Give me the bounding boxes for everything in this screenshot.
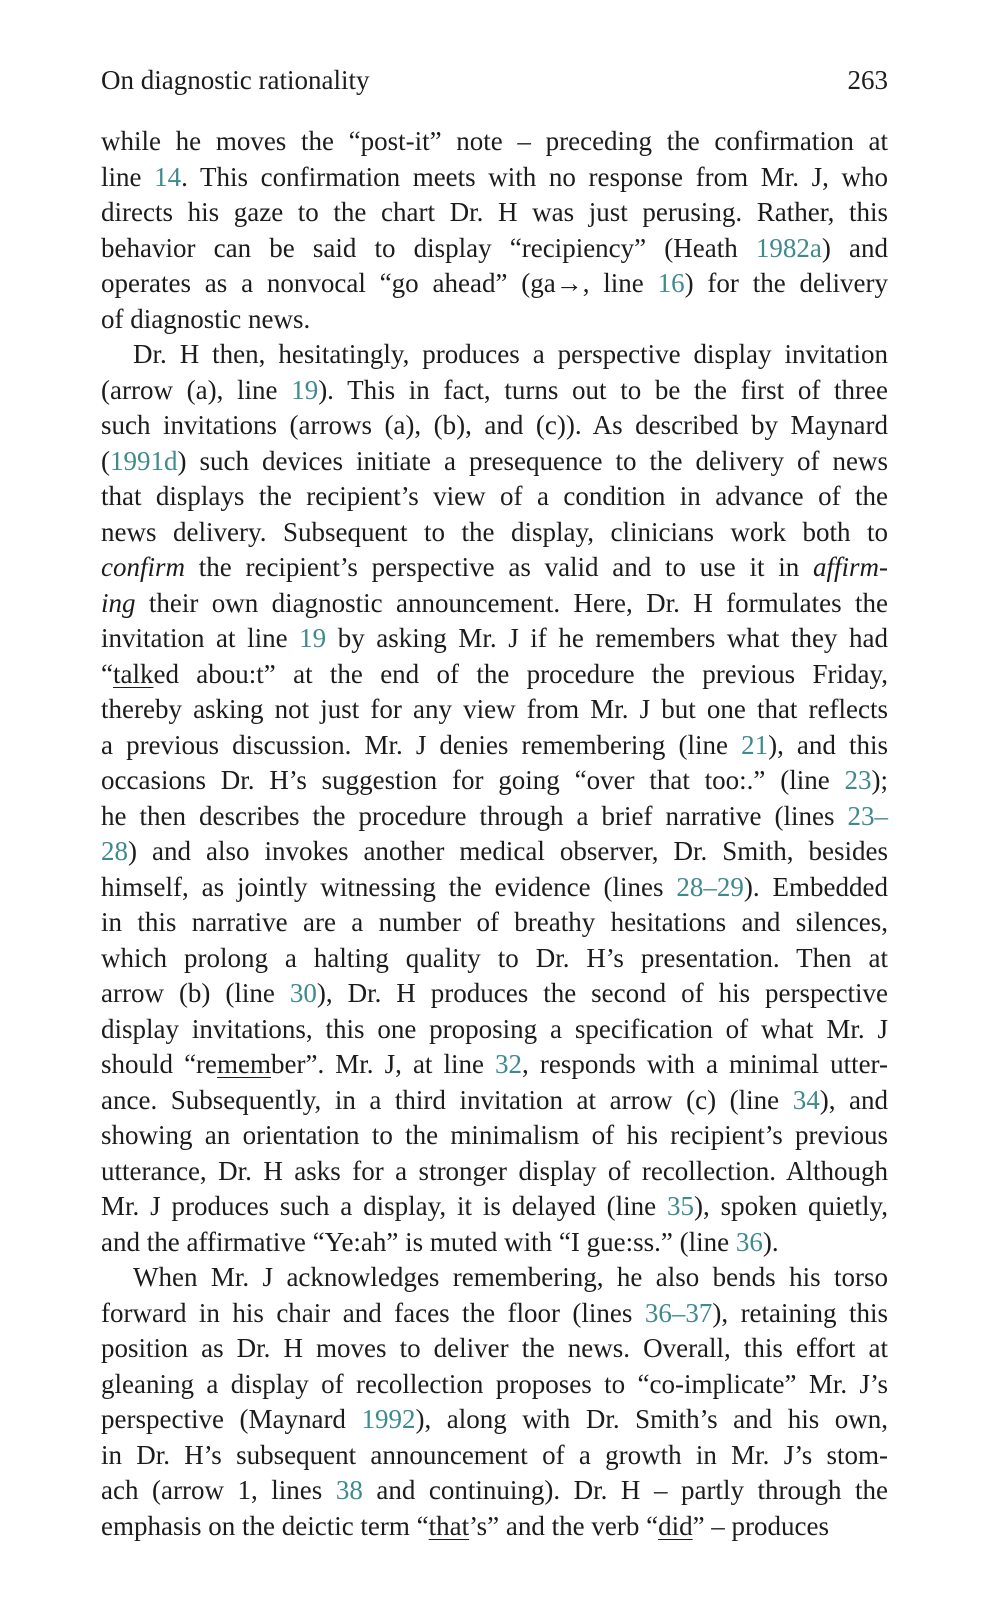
text-run: utterance, Dr. H asks for a stronger display of recollection. Although <box>101 1155 888 1186</box>
text-run: arrow (b) (line <box>101 978 290 1008</box>
text-line <box>101 1047 888 1083</box>
text-line <box>101 550 888 586</box>
stressed-word: that <box>428 1510 470 1541</box>
text-line <box>101 976 888 1012</box>
text-line <box>101 1083 888 1119</box>
text-run: ance. Subsequently, in a third invitation at arrow (c) (line <box>101 1084 793 1115</box>
text-line <box>101 692 888 728</box>
body-text <box>101 124 888 1544</box>
line-reference-link[interactable]: 21 <box>741 729 769 760</box>
text-run: himself, as jointly witnessing the evidence (lines <box>101 871 677 902</box>
text-line <box>101 728 888 764</box>
text-run: that displays the recipient’s view of a condition in advance of the <box>101 481 888 511</box>
text-run: the recipient’s perspective as valid and to use it in <box>185 552 813 582</box>
text-line <box>101 1260 888 1296</box>
text-run: while he moves the “post-it” note – preceding the confirmation at <box>101 126 888 156</box>
text-run: ). This in fact, turns out to be the first of three <box>318 374 888 405</box>
text-run: and the affirmative “Ye:ah” is muted with “I gue:ss.” (line <box>101 1226 736 1257</box>
text-line <box>101 905 888 941</box>
text-run: such invitations (arrows (a), (b), and (c)). As described by Maynard <box>101 410 888 440</box>
text-run: ach (arrow 1, lines <box>101 1475 336 1505</box>
line-reference-link[interactable]: 19 <box>291 374 319 405</box>
italic-word: ing <box>101 587 136 618</box>
text-run: ); <box>871 765 888 795</box>
text-line <box>101 515 888 551</box>
text-line <box>101 1225 888 1261</box>
line-reference-link[interactable]: 1991d <box>110 445 178 476</box>
paragraph <box>101 337 888 1260</box>
text-run: ). Embedded <box>743 871 889 902</box>
stressed-word: talk <box>112 658 154 689</box>
text-line <box>101 160 888 196</box>
text-run: ’s” and the verb “ <box>469 1510 659 1541</box>
line-reference-link[interactable]: 28 <box>101 836 128 866</box>
text-run: directs his gaze to the chart Dr. H was just perusing. Rather, this <box>101 197 888 227</box>
stressed-word: mem <box>217 1049 272 1079</box>
text-run: of diagnostic news. <box>101 303 311 334</box>
text-run: news delivery. Subsequent to the display, clinicians work both to <box>101 516 888 547</box>
text-line <box>101 266 888 302</box>
text-run: which prolong a halting quality to Dr. H’s presentation. Then at <box>101 942 888 973</box>
text-line <box>101 799 888 835</box>
text-line <box>101 870 888 906</box>
text-run: ) and <box>821 232 888 263</box>
text-line <box>101 444 888 480</box>
text-line <box>101 337 888 373</box>
text-run: Dr. H then, hesitatingly, produces a perspective display invitation <box>133 339 888 369</box>
text-line <box>101 1367 888 1403</box>
text-run: their own diagnostic announcement. Here, Dr. H formulates the <box>135 587 888 618</box>
text-run: ) and also invokes another medical observer, Dr. Smith, besides <box>128 836 888 866</box>
text-run: he then describes the procedure through a brief narrative (lines <box>101 800 848 831</box>
text-run: forward in his chair and faces the floor (lines <box>101 1297 645 1328</box>
text-line <box>101 1402 888 1438</box>
text-run: display invitations, this one proposing a specification of what Mr. J <box>101 1013 888 1044</box>
stressed-word: did <box>658 1510 693 1541</box>
text-line <box>101 1012 888 1048</box>
text-run: emphasis on the deictic term “ <box>101 1510 429 1541</box>
line-reference-link[interactable]: 19 <box>299 623 327 653</box>
line-reference-link[interactable]: 14 <box>154 161 182 192</box>
text-run: , responds with a minimal utter- <box>522 1049 888 1079</box>
line-reference-link[interactable]: 35 <box>667 1191 694 1221</box>
line-reference-link[interactable]: 36 <box>735 1226 763 1257</box>
line-reference-link[interactable]: 36–37 <box>644 1297 713 1328</box>
text-line <box>101 1438 888 1474</box>
text-line <box>101 1473 888 1509</box>
text-run: ber”. Mr. J, at line <box>271 1049 496 1079</box>
text-run: ) for the delivery <box>684 268 888 298</box>
text-run: (arrow (a), line <box>101 374 292 405</box>
running-title: On diagnostic rationality <box>101 65 370 95</box>
text-line <box>101 373 888 409</box>
line-reference-link[interactable]: 23 <box>844 765 872 795</box>
text-run: occasions Dr. H’s suggestion for going “over that too:.” (line <box>101 765 845 795</box>
text-line <box>101 479 888 515</box>
text-run: by asking Mr. J if he remembers what they had <box>326 623 888 653</box>
text-line <box>101 1154 888 1190</box>
text-run: ed abou:t” at the end of the procedure the previous Friday, <box>153 658 888 689</box>
paragraph <box>101 124 888 337</box>
text-run: Mr. J produces such a display, it is delayed (line <box>101 1191 667 1221</box>
text-line <box>101 195 888 231</box>
text-run: behavior can be said to display “recipiency” (Heath <box>101 232 756 263</box>
text-run: should “re <box>101 1049 218 1079</box>
italic-word: confirm <box>101 552 185 582</box>
text-line <box>101 941 888 977</box>
line-reference-link[interactable]: 1992 <box>361 1404 416 1434</box>
text-run: showing an orientation to the minimalism of his recipient’s previous <box>101 1120 888 1150</box>
text-run: perspective (Maynard <box>101 1404 362 1434</box>
line-reference-link[interactable]: 38 <box>335 1475 363 1505</box>
text-line <box>101 1189 888 1225</box>
text-line <box>101 1331 888 1367</box>
text-run: position as Dr. H moves to deliver the news. Overall, this effort at <box>101 1333 888 1363</box>
text-run: ), and this <box>768 729 888 760</box>
text-run: ( <box>101 445 110 476</box>
page-number: 263 <box>847 65 888 95</box>
text-line <box>101 124 888 160</box>
text-run: ). <box>762 1226 779 1257</box>
text-run: ” – produces <box>692 1510 830 1541</box>
text-run: . This confirmation meets with no response from Mr. J, who <box>181 161 888 192</box>
text-run: When Mr. J acknowledges remembering, he also bends his torso <box>133 1262 888 1292</box>
text-line <box>101 1118 888 1154</box>
text-line <box>101 1296 888 1332</box>
text-run: ), spoken quietly, <box>694 1191 888 1221</box>
text-run: ) such devices initiate a presequence to the delivery of news <box>177 445 888 476</box>
text-run: in Dr. H’s subsequent announcement of a growth in Mr. J’s stom- <box>101 1439 888 1470</box>
text-line <box>101 1509 888 1545</box>
line-reference-link[interactable]: 28–29 <box>676 871 744 902</box>
text-run: a previous discussion. Mr. J denies remembering (line <box>101 729 742 760</box>
text-line <box>101 231 888 267</box>
line-reference-link[interactable]: 1982a <box>755 232 822 263</box>
text-run: and continuing). Dr. H – partly through the <box>362 1475 889 1505</box>
text-run: thereby asking not just for any view from Mr. J but one that reflects <box>101 694 888 724</box>
line-reference-link[interactable]: 23– <box>847 800 888 831</box>
text-line <box>101 302 888 338</box>
line-reference-link[interactable]: 32 <box>495 1049 523 1079</box>
text-line <box>101 586 888 622</box>
text-run: in this narrative are a number of breathy hesitations and silences, <box>101 907 888 937</box>
text-run: ), and <box>819 1084 888 1115</box>
italic-word: affirm- <box>812 552 888 582</box>
text-run: ), Dr. H produces the second of his perspective <box>316 978 888 1008</box>
text-line <box>101 657 888 693</box>
text-run: “ <box>101 658 113 689</box>
text-run: invitation at line <box>101 623 300 653</box>
text-run: gleaning a display of recollection proposes to “co-implicate” Mr. J’s <box>101 1368 888 1399</box>
text-line <box>101 408 888 444</box>
text-run: line <box>101 161 155 192</box>
line-reference-link[interactable]: 30 <box>289 978 317 1008</box>
paragraph <box>101 1260 888 1544</box>
text-run: operates as a nonvocal “go ahead” (ga→, line <box>101 268 658 298</box>
line-reference-link[interactable]: 16 <box>657 268 685 298</box>
text-line <box>101 621 888 657</box>
running-header <box>101 60 888 100</box>
text-run: ), along with Dr. Smith’s and his own, <box>415 1404 889 1434</box>
line-reference-link[interactable]: 34 <box>792 1084 820 1115</box>
text-line <box>101 834 888 870</box>
text-run: ), retaining this <box>712 1297 888 1328</box>
text-line <box>101 763 888 799</box>
